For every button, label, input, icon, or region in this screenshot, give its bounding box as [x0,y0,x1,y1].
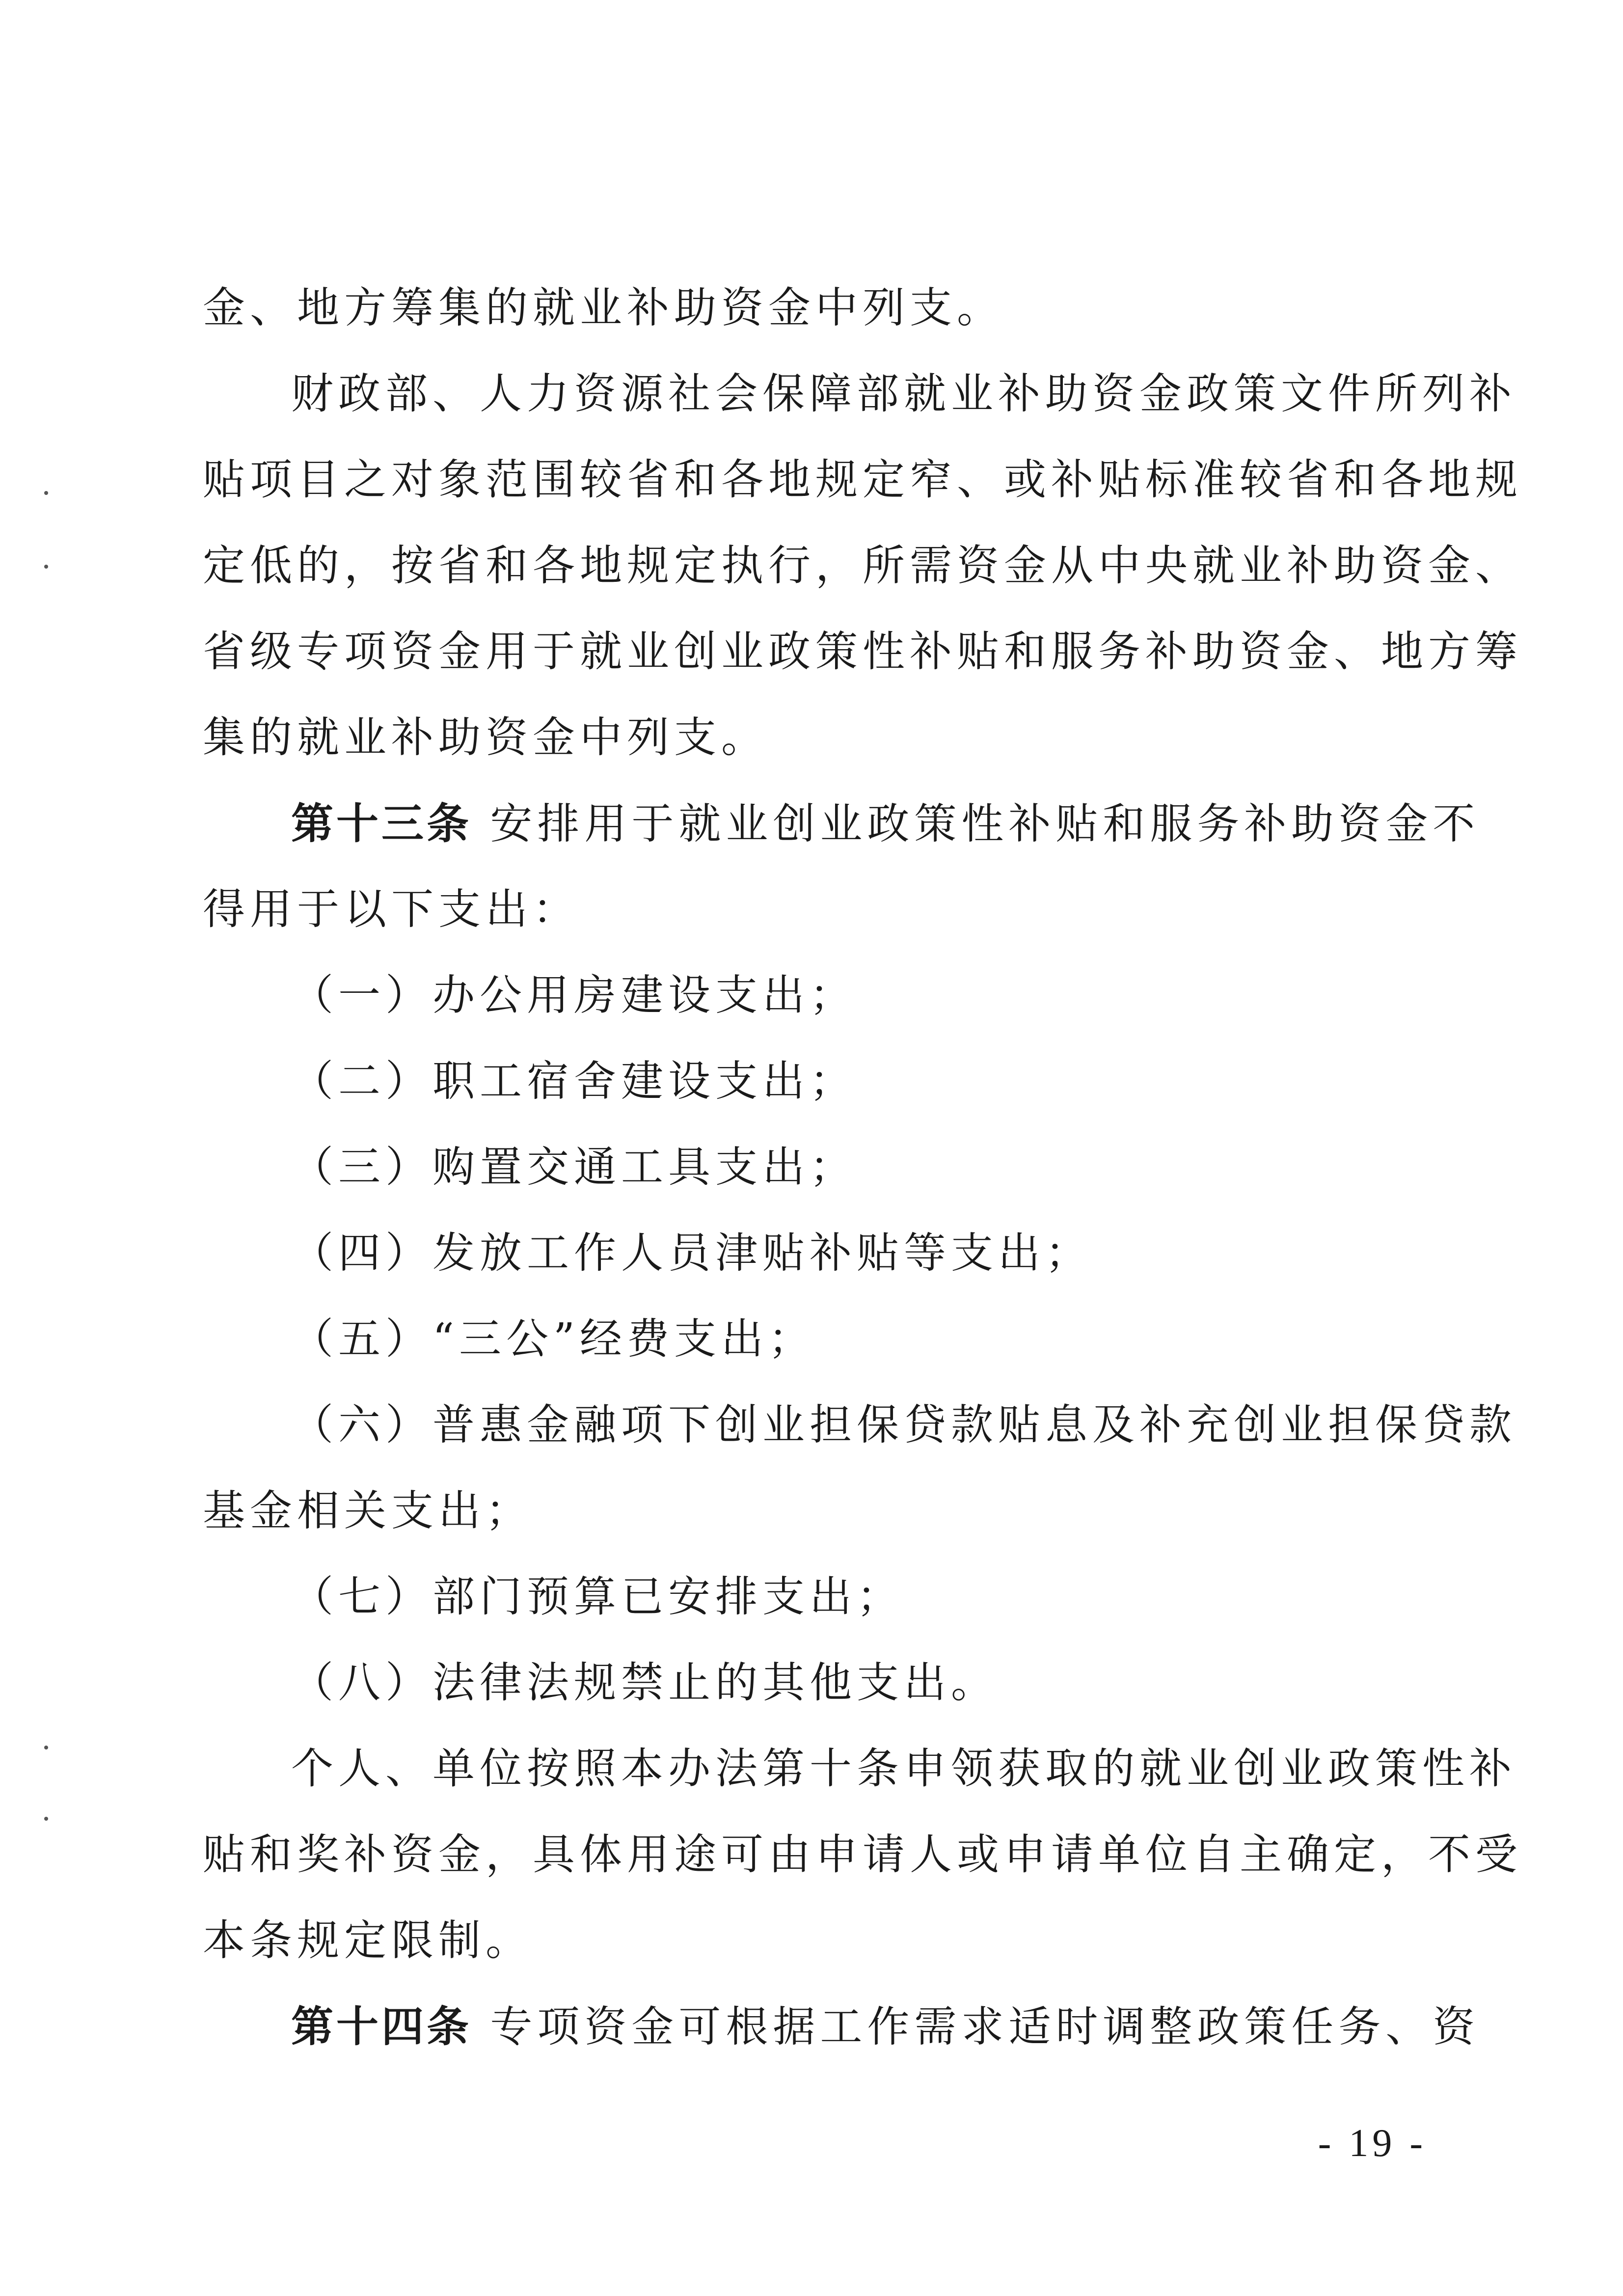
text-line [203,1124,1430,1210]
text-line [203,1039,1430,1124]
line-text: （三）购置交通工具支出； [291,1143,857,1192]
line-text: 专项资金可根据工作需求适时调整政策任务、资 [490,2002,1480,2051]
line-text: （八）法律法规禁止的其他支出。 [291,1658,998,1707]
line-text: 安排用于就业创业政策性补贴和服务补助资金不 [490,799,1480,848]
line-text: 财政部、人力资源社会保障部就业补助资金政策文件所列补 [291,369,1516,418]
body-text [203,265,1522,2070]
article-heading: 第十三条 [291,799,472,848]
text-line [203,1984,1480,2070]
text-line [203,1382,1516,1468]
text-line [203,1640,1430,1726]
text-line [203,695,1430,781]
line-text: 个人、单位按照本办法第十条申领获取的就业创业政策性补 [291,1744,1516,1793]
text-line [203,1812,1522,1898]
margin-dot [44,1817,48,1821]
line-text: 本条规定限制。 [203,1916,533,1965]
text-line [203,781,1480,867]
text-line [203,523,1522,609]
line-text: （二）职工宿舍建设支出； [291,1057,857,1106]
line-text: （七）部门预算已安排支出； [291,1572,904,1621]
line-text: （五）“三公”经费支出； [291,1314,815,1364]
line-text: 定低的，按省和各地规定执行，所需资金从中央就业补助资金、 [203,541,1522,590]
margin-dot [44,1746,48,1749]
article-heading: 第十四条 [291,2002,472,2051]
text-line [203,1210,1430,1296]
text-line [203,953,1430,1039]
line-text: （四）发放工作人员津贴补贴等支出； [291,1229,1092,1278]
text-line [203,1296,1430,1382]
line-text: （一）办公用房建设支出； [291,971,857,1020]
text-line [203,351,1516,437]
line-text: 基金相关支出； [203,1486,533,1535]
text-line [203,1468,1430,1554]
line-text: 贴项目之对象范围较省和各地规定窄、或补贴标准较省和各地规 [203,455,1522,504]
margin-dot [44,565,48,569]
line-text: 金、地方筹集的就业补助资金中列支。 [203,283,1004,332]
line-text: 集的就业补助资金中列支。 [203,713,768,762]
line-text: 得用于以下支出： [203,885,580,934]
page-number: - 19 - [1318,2122,1427,2165]
text-line [203,609,1522,695]
line-text: 省级专项资金用于就业创业政策性补贴和服务补助资金、地方筹 [203,627,1522,676]
text-line [203,1726,1516,1812]
text-line [203,265,1430,351]
text-line [203,867,1430,953]
margin-dot [44,491,48,495]
text-line [203,1554,1430,1640]
text-line [203,437,1522,523]
text-line [203,1898,1430,1984]
line-text: 贴和奖补资金，具体用途可由申请人或申请单位自主确定，不受 [203,1830,1522,1879]
line-text: （六）普惠金融项下创业担保贷款贴息及补充创业担保贷款 [291,1400,1516,1449]
